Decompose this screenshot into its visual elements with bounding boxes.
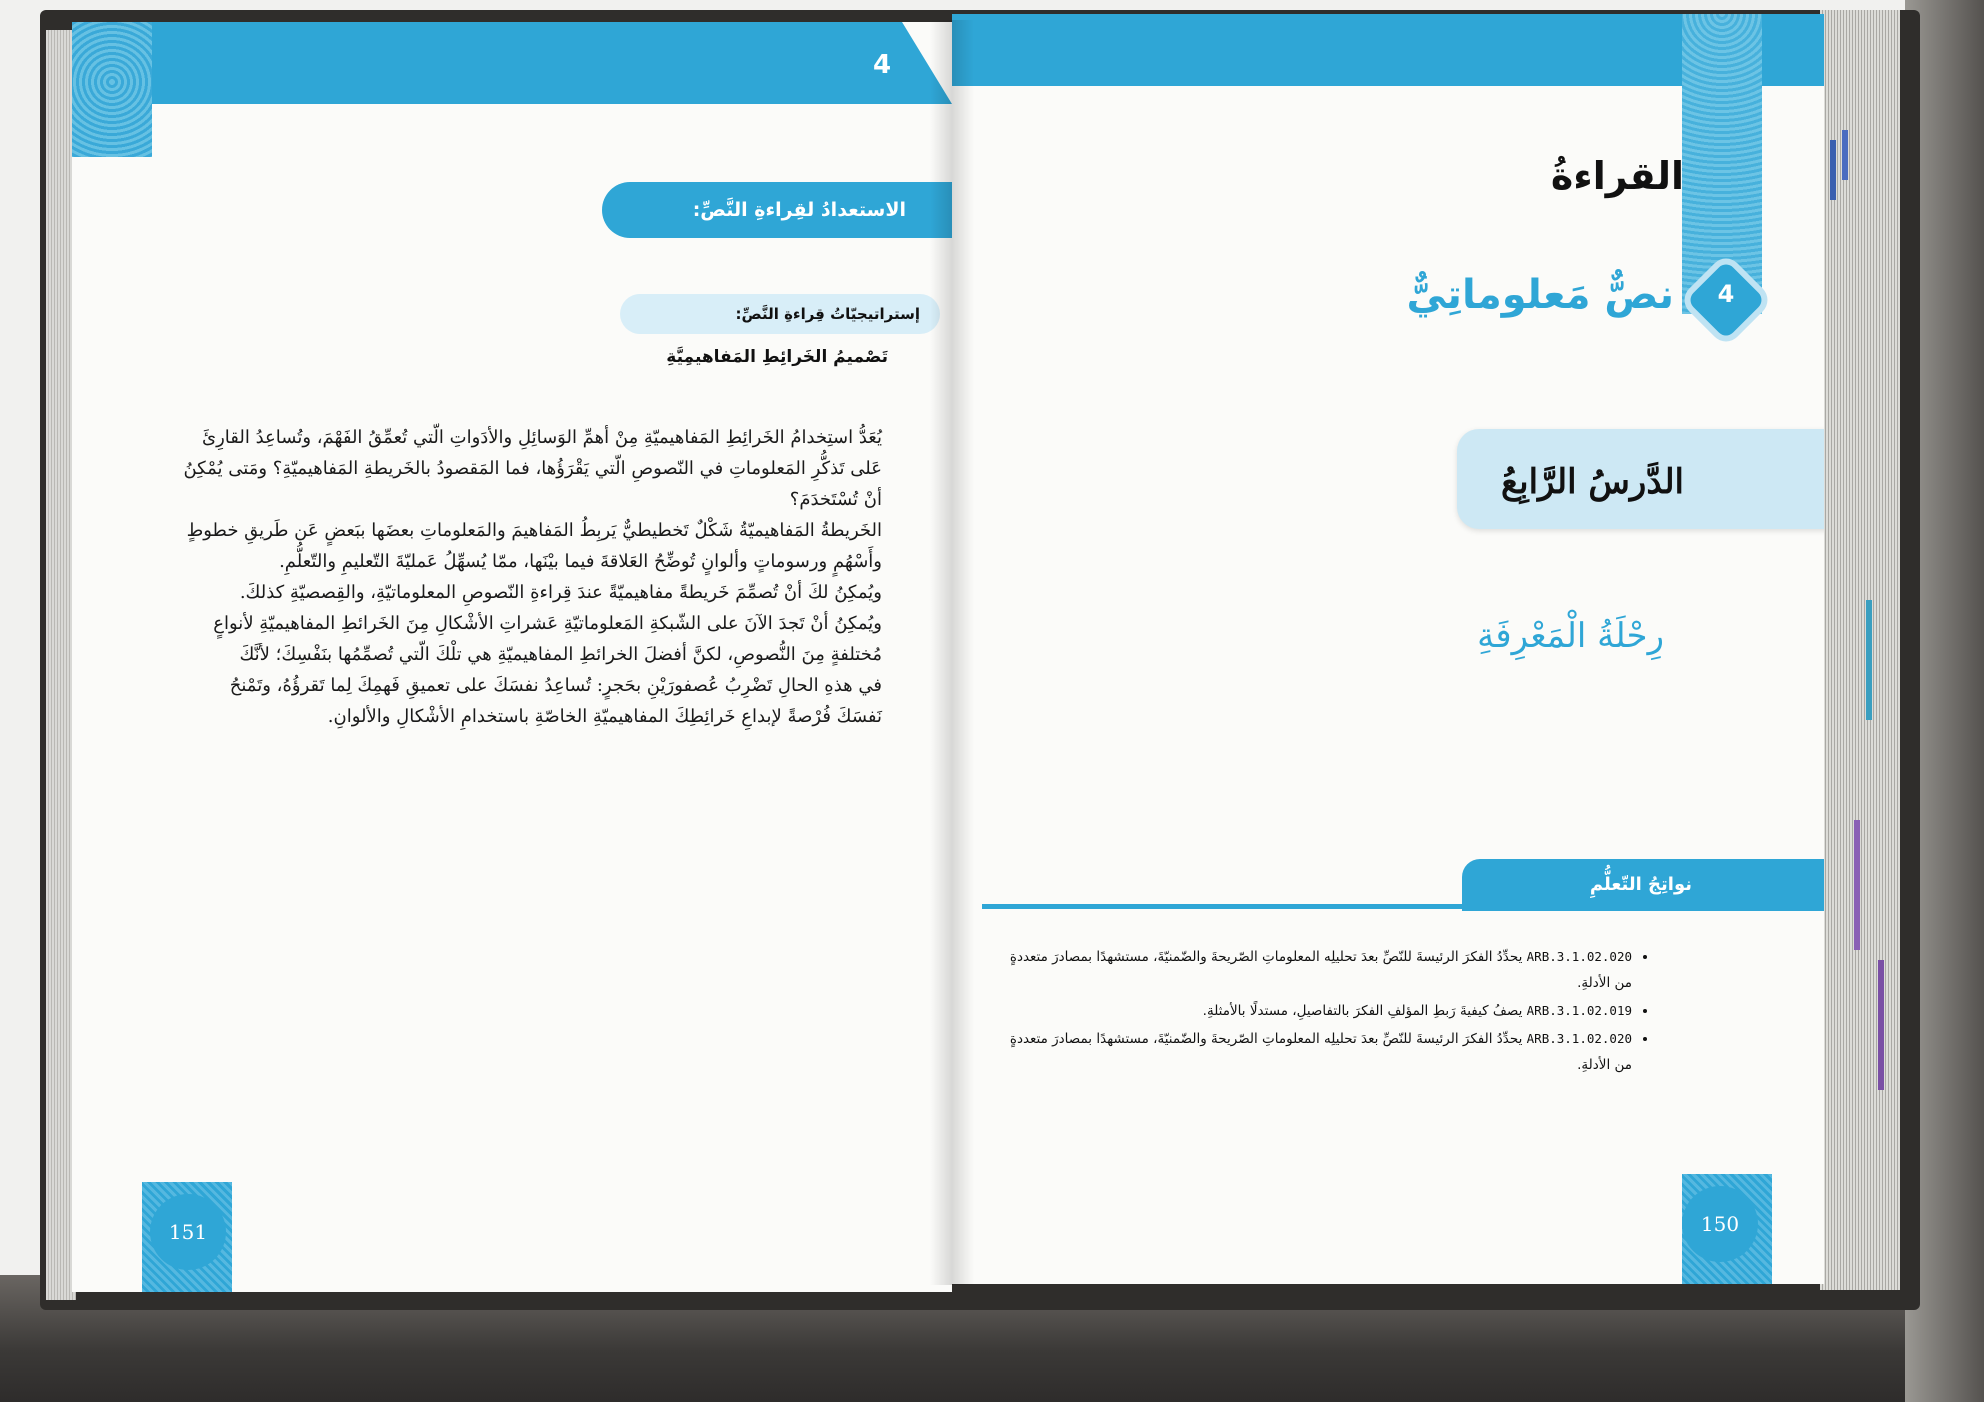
list-item: [992, 998, 1632, 1024]
strategy-label: إستراتيجيّاتُ قِراءةِ النَّصِّ:: [620, 294, 940, 334]
outcomes-list: [992, 944, 1654, 1080]
section-header: الاستعدادُ لقِراءةِ النَّصِّ:: [602, 182, 952, 238]
unit-number: 4: [872, 50, 892, 80]
outcome-text: يحدِّدُ الفكرَ الرئيسةَ للنّصِّ بعدَ تحليلِه المعلوماتِ الصّريحةَ والضّمنيّةَ، مستشهدًا بمصادرَ متعددةٍ من الأدلةِ.: [1009, 1031, 1632, 1073]
left-page: [72, 22, 952, 1292]
body-text: [152, 422, 882, 732]
body-line: وأَسْهُمٍ ورسوماتٍ وألوانٍ تُوضِّحُ العَلاقةَ فيما بيْنَها، ممّا يُسهِّلُ عَمليّةَ التّعليمِ والتّعلُّمِ.: [279, 551, 882, 572]
outcomes-header: نواتِجُ التّعلُّمِ: [1462, 859, 1824, 911]
index-tab: [1866, 600, 1872, 720]
list-item: [992, 1026, 1632, 1078]
page-number: 150: [1682, 1186, 1758, 1262]
body-line: في هذهِ الحالِ تَضْرِبُ عُصفورَيْنِ بحَجرٍ: تُساعِدُ نفسَكَ على تعميقِ فَهمِكَ لِما تَقرؤُهُ، وتَمْنحُ: [229, 675, 882, 696]
index-tab: [1830, 140, 1836, 200]
body-line: عَلى تَذكُّرِ المَعلوماتِ في النّصوصِ الّتي يَقْرَؤُها، فما المَقصودُ بالخَريطةِ المَفاهيميّةِ؟ ومَتى يُمْكِنُ: [183, 458, 882, 479]
outcome-text: يحدِّدُ الفكرَ الرئيسةَ للنّصِّ بعدَ تحليلِه المعلوماتِ الصّريحةَ والضّمنيّةَ، مستشهدًا بمصادرَ متعددةٍ من الأدلةِ.: [1009, 949, 1632, 991]
outcome-text: يصفُ كيفيةَ رَبطِ المؤلفِ الفكرَ بالتفاصيلِ، مستدلًا بالأمثلةِ.: [1202, 1003, 1523, 1019]
journey-title: رِحْلَةُ الْمَعْرِفَةِ: [1477, 616, 1664, 656]
unit-title: نصٌّ مَعلوماتِيٌّ: [1406, 272, 1674, 318]
index-tab: [1854, 820, 1860, 950]
outcome-code: ARB.3.1.02.020: [1526, 949, 1632, 964]
top-color-band: [72, 22, 952, 104]
outcome-code: ARB.3.1.02.019: [1526, 1003, 1632, 1018]
strategy-title: تَصْميمُ الخَرائِطِ المَفاهيمِيَّةِ: [666, 347, 888, 367]
page-number: 151: [150, 1194, 226, 1270]
section-title: القراءةُ: [1550, 154, 1684, 198]
body-line: ويُمكِنُ لكَ أنْ تُصمِّمَ خَريطةً مفاهيميّةً عندَ قِراءةِ النّصوصِ المعلوماتيّةِ، والقِصصيّةِ كذلكَ.: [239, 582, 882, 603]
body-line: مُختلفةٍ مِنَ النُّصوصِ، لكنَّ أفضلَ الخرائطِ المفاهيميّةِ هي تلْكَ الّتي تُصمِّمُها بنَفْسِكَ؛ لأنَّكَ: [239, 644, 882, 665]
unit-badge-number: 4: [1717, 280, 1735, 308]
body-line: ويُمكِنُ أنْ تَجدَ الآنَ على الشّبكةِ المَعلوماتيّةِ عَشراتِ الأشْكالِ مِنَ الخَرائطِ المفاهيميّةِ لأنواعٍ: [213, 613, 882, 634]
book-spine-shadow: [930, 20, 974, 1285]
body-line: يُعَدُّ استِخدامُ الخَرائِطِ المَفاهيميّةِ مِنْ أهمِّ الوَسائِلِ والأدَواتِ الّتي تُعمِّقُ الفَهْمَ، وتُساعِدُ القارِئَ: [202, 427, 882, 448]
body-line: نَفسَكَ فُرْصةً لإبداعِ خَرائِطِكَ المفاهيميّةِ الخاصّةِ باستخدامِ الأشْكالِ والألوانِ.: [327, 706, 882, 727]
outcome-code: ARB.3.1.02.020: [1526, 1031, 1632, 1046]
lesson-title: الدَّرسُ الرَّابِعُ: [1501, 462, 1684, 502]
index-tab: [1878, 960, 1884, 1090]
right-page: [952, 14, 1824, 1284]
page-edges-right: [1820, 10, 1900, 1290]
list-item: [992, 944, 1632, 996]
corner-texture: [72, 22, 152, 157]
body-line: الخَريطةُ المَفاهيميّةُ شَكْلٌ تَخطيطيٌّ يَربِطُ المَفاهيمَ والمَعلوماتِ بعضَها ببَعضٍ عَن طَريقِ خطوطٍ: [186, 520, 882, 541]
body-line: أنْ تُسْتَخدَمَ؟: [789, 489, 882, 510]
index-tab: [1842, 130, 1848, 180]
